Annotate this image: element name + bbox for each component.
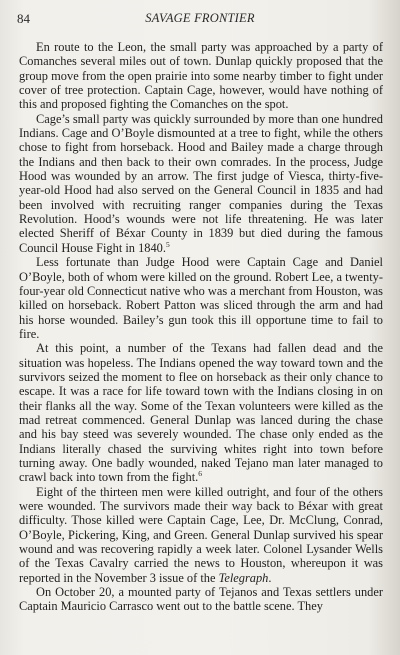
paragraph-4: At this point, a number of the Texans had fallen dead and the situation was hopeless. The Indians opened the way toward town and the survivors seized the moment to flee on horseback as their only chance to escape. It was a race for life toward town with the Indians closing in on their flanks all the way. Some of the Texan volunteers were killed as the mad retreat commenced. General Dunlap was lanced during the chase and his bay steed was severely wounded. The chase only ended as the Indians literally chased the surviving whites right into town before turning away. One badly wounded, naked Tejano man later managed to crawl back into town from the fight.$^6$ xyxy=(19,341,383,485)
page-header xyxy=(0,11,400,29)
paragraph-6: On October 20, a mounted party of Tejanos and Texas settlers under Captain Mauricio Carrasco went out to the battle scene. They xyxy=(19,585,383,614)
footnote-marker: 6 xyxy=(198,469,203,479)
newspaper-title: Telegraph xyxy=(218,570,269,585)
body-text xyxy=(19,40,383,614)
paragraph-1: En route to the Leon, the small party was approached by a party of Comanches several miles out of town. Dunlap quickly proposed that the group move from the open prairie into some nearby timber to fight under cover of tree protection. Captain Cage, however, would have nothing of this and proposed fighting the Comanches on the spot. xyxy=(19,40,383,112)
footnote-marker: 5 xyxy=(165,239,170,249)
page-number: 84 xyxy=(17,11,30,26)
paragraph-5: Eight of the thirteen men were killed outright, and four of the others were wounded. The survivors made their way back to Béxar with great difficulty. Those killed were Captain Cage, Lee, Dr. McClung, Conrad, O’Boyle, Pickering, King, and Green. General Dunlap survived his spear wound and was recovering rapidly a week later. Colonel Lysander Wells of the Texas Cavalry carried the news to Houston, whereupon it was reported in the November 3 issue of the Telegraph. xyxy=(19,484,383,585)
paragraph-3: Less fortunate than Judge Hood were Captain Cage and Daniel O’Boyle, both of whom were killed on the ground. Robert Lee, a twenty-four-year old Connecticut native who was a merchant from Houston, was killed on horseback. Robert Patton was sliced through the arm and had his horse wounded. Bailey’s gun took this ill opportune time to fail to fire. xyxy=(19,255,383,341)
paragraph-2: Cage’s small party was quickly surrounded by more than one hundred Indians. Cage and O’Boyle dismounted at a tree to fight, while the others chose to fight from horseback. Hood and Bailey made a charge through the Indians and then back to their own comrades. In the process, Judge Hood was wounded by an arrow. The first judge of Viesca, thirty-five-year-old Hood had also served on the General Council in 1835 and had been involved with recruiting ranger companies during the Texas Revolution. Hood’s wounds were not life threatening. He was later elected Sheriff of Béxar County in 1839 but died during the famous Council House Fight in 1840.$^5$ xyxy=(19,111,383,255)
running-head: SAVAGE FRONTIER xyxy=(145,11,255,25)
